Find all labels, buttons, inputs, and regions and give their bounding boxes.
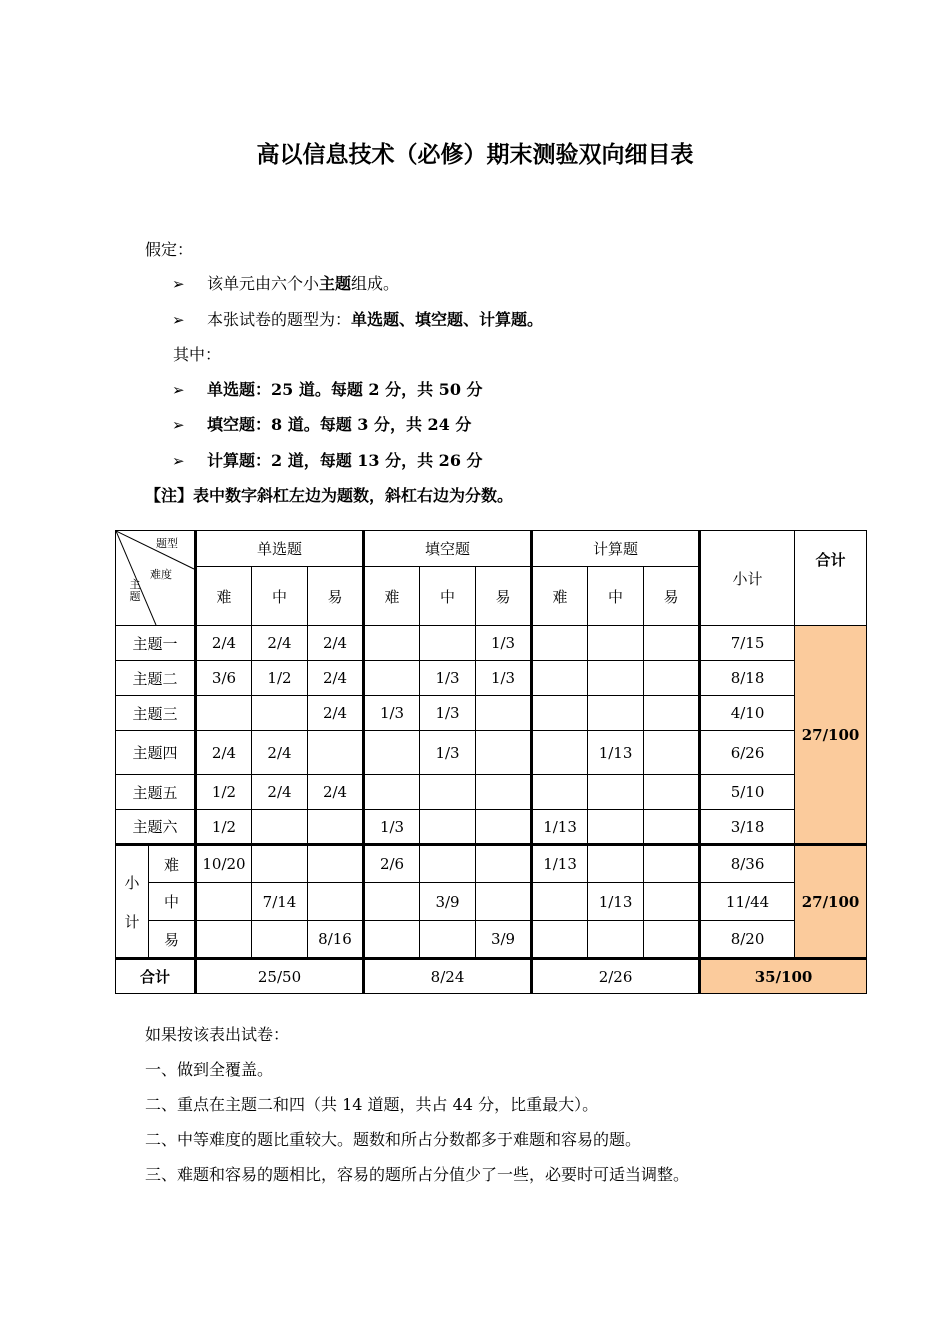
table-cell bbox=[308, 845, 364, 883]
table-cell: 1/13 bbox=[588, 731, 644, 775]
subtotal-side-label bbox=[116, 845, 149, 959]
level-name: 易 bbox=[149, 921, 196, 959]
topic-name: 主题一 bbox=[116, 626, 196, 661]
table-cell: 1/3 bbox=[420, 731, 476, 775]
table-cell bbox=[644, 845, 700, 883]
table-cell: 3/6 bbox=[196, 661, 252, 696]
table-cell bbox=[476, 731, 532, 775]
table-cell bbox=[532, 775, 588, 810]
intro-item-1-pre: 该单元由六个小 bbox=[207, 274, 320, 293]
table-cell bbox=[308, 810, 364, 845]
table-cell bbox=[364, 626, 420, 661]
bullet-icon: ➢ bbox=[172, 452, 185, 470]
table-cell: 1/2 bbox=[252, 661, 308, 696]
table-cell: 2/4 bbox=[308, 775, 364, 810]
table-cell bbox=[532, 661, 588, 696]
topic-name: 主题四 bbox=[116, 731, 196, 775]
table-cell bbox=[252, 810, 308, 845]
table-cell bbox=[196, 696, 252, 731]
intro-item-1-post: 组成。 bbox=[351, 274, 400, 293]
row-subtotal: 8/20 bbox=[700, 921, 795, 959]
table-cell bbox=[588, 845, 644, 883]
table-cell bbox=[588, 775, 644, 810]
table-cell bbox=[196, 921, 252, 959]
table-cell: 3/9 bbox=[476, 921, 532, 959]
intro-item-3: 单选题：25 道。每题 2 分，共 50 分 bbox=[207, 380, 483, 399]
corner-type-label: 题型 bbox=[156, 537, 178, 550]
table-cell: 1/2 bbox=[196, 775, 252, 810]
table-cell bbox=[532, 921, 588, 959]
table-cell bbox=[308, 731, 364, 775]
level-header: 难 bbox=[196, 567, 252, 626]
subtotal-side-char-2: 计 bbox=[124, 912, 140, 931]
table-cell: 8/16 bbox=[308, 921, 364, 959]
type-header-calc: 计算题 bbox=[532, 531, 700, 567]
corner-header bbox=[116, 531, 196, 626]
table-cell bbox=[476, 696, 532, 731]
table-cell bbox=[364, 775, 420, 810]
table-row bbox=[116, 661, 867, 696]
table-cell bbox=[588, 661, 644, 696]
table-cell bbox=[476, 883, 532, 921]
corner-difficulty-label: 难度 bbox=[150, 568, 172, 581]
conclusion-p4: 三、难题和容易的题相比，容易的题所占分值少了一些，必要时可适当调整。 bbox=[145, 1165, 690, 1184]
bullet-icon: ➢ bbox=[172, 275, 185, 293]
table-cell bbox=[644, 921, 700, 959]
subtotal-header: 小计 bbox=[700, 531, 795, 626]
conclusion-p1: 一、做到全覆盖。 bbox=[145, 1060, 274, 1079]
table-cell: 2/4 bbox=[308, 626, 364, 661]
conclusion-p3: 二、中等难度的题比重较大。题数和所占分数都多于难题和容易的题。 bbox=[145, 1130, 642, 1149]
table-row bbox=[116, 731, 867, 775]
corner-topic-label: 主题 bbox=[129, 578, 141, 603]
table-cell bbox=[644, 775, 700, 810]
table-cell: 1/3 bbox=[476, 626, 532, 661]
table-cell bbox=[196, 883, 252, 921]
table-cell: 1/3 bbox=[420, 696, 476, 731]
topic-total: 27/100 bbox=[795, 626, 867, 845]
level-header: 易 bbox=[644, 567, 700, 626]
grand-total: 35/100 bbox=[700, 959, 867, 994]
intro-item-4: 填空题：8 道。每题 3 分，共 24 分 bbox=[207, 415, 472, 434]
bullet-icon: ➢ bbox=[172, 311, 185, 329]
level-header: 中 bbox=[420, 567, 476, 626]
table-cell bbox=[588, 626, 644, 661]
table-cell: 7/14 bbox=[252, 883, 308, 921]
table-cell bbox=[420, 626, 476, 661]
row-subtotal: 8/18 bbox=[700, 661, 795, 696]
table-cell bbox=[588, 696, 644, 731]
table-cell bbox=[476, 775, 532, 810]
table-cell bbox=[644, 883, 700, 921]
table-cell bbox=[364, 731, 420, 775]
table-cell bbox=[420, 921, 476, 959]
table-row bbox=[116, 959, 867, 994]
table-cell: 1/13 bbox=[588, 883, 644, 921]
table-cell bbox=[252, 696, 308, 731]
total-calc: 2/26 bbox=[532, 959, 700, 994]
bullet-icon: ➢ bbox=[172, 381, 185, 399]
table-cell bbox=[364, 661, 420, 696]
table-cell: 2/6 bbox=[364, 845, 420, 883]
table-cell: 1/2 bbox=[196, 810, 252, 845]
table-row bbox=[116, 696, 867, 731]
level-header: 易 bbox=[308, 567, 364, 626]
intro-item-5: 计算题：2 道，每题 13 分，共 26 分 bbox=[207, 451, 483, 470]
table-cell: 3/9 bbox=[420, 883, 476, 921]
table-cell bbox=[644, 661, 700, 696]
total-single: 25/50 bbox=[196, 959, 364, 994]
table-cell: 1/13 bbox=[532, 810, 588, 845]
table-cell bbox=[252, 921, 308, 959]
level-name: 中 bbox=[149, 883, 196, 921]
table-row bbox=[116, 626, 867, 661]
table-cell bbox=[420, 775, 476, 810]
total-fill: 8/24 bbox=[364, 959, 532, 994]
table-cell bbox=[532, 731, 588, 775]
table-cell: 1/3 bbox=[420, 661, 476, 696]
table-cell: 1/3 bbox=[364, 696, 420, 731]
table-cell: 2/4 bbox=[308, 661, 364, 696]
level-header: 中 bbox=[588, 567, 644, 626]
level-header: 易 bbox=[476, 567, 532, 626]
intro-item-1 bbox=[207, 274, 399, 294]
table-cell: 1/3 bbox=[476, 661, 532, 696]
total-header: 合计 bbox=[795, 531, 867, 626]
table-cell bbox=[644, 731, 700, 775]
intro-item-1-bold: 主题 bbox=[319, 274, 352, 293]
topic-name: 主题六 bbox=[116, 810, 196, 845]
table-row bbox=[116, 921, 867, 959]
table-cell bbox=[476, 845, 532, 883]
table-cell bbox=[308, 883, 364, 921]
table-cell bbox=[532, 626, 588, 661]
conclusion-intro: 如果按该表出试卷： bbox=[145, 1025, 290, 1044]
table-cell bbox=[364, 883, 420, 921]
level-header: 难 bbox=[364, 567, 420, 626]
topic-name: 主题三 bbox=[116, 696, 196, 731]
page-title: 高以信息技术（必修）期末测验双向细目表 bbox=[256, 142, 694, 168]
level-total: 27/100 bbox=[795, 845, 867, 959]
topic-name: 主题二 bbox=[116, 661, 196, 696]
table-cell: 10/20 bbox=[196, 845, 252, 883]
among-label: 其中： bbox=[173, 345, 222, 364]
table-cell: 1/3 bbox=[364, 810, 420, 845]
table-cell bbox=[252, 845, 308, 883]
table-cell bbox=[420, 845, 476, 883]
table-cell bbox=[588, 810, 644, 845]
bullet-icon: ➢ bbox=[172, 416, 185, 434]
table-cell bbox=[644, 626, 700, 661]
row-subtotal: 3/18 bbox=[700, 810, 795, 845]
table-cell bbox=[644, 810, 700, 845]
table-row bbox=[116, 775, 867, 810]
row-subtotal: 4/10 bbox=[700, 696, 795, 731]
table-cell: 2/4 bbox=[252, 731, 308, 775]
table-cell bbox=[420, 810, 476, 845]
type-header-fill: 填空题 bbox=[364, 531, 532, 567]
subtotal-side-char-1: 小 bbox=[124, 873, 140, 892]
note-text: 【注】表中数字斜杠左边为题数，斜杠右边为分数。 bbox=[145, 486, 514, 505]
level-header: 中 bbox=[252, 567, 308, 626]
total-row-label: 合计 bbox=[116, 959, 196, 994]
table-cell bbox=[532, 696, 588, 731]
table-cell bbox=[532, 883, 588, 921]
table-row bbox=[116, 845, 867, 883]
assume-label: 假定： bbox=[145, 240, 194, 259]
intro-item-2-bold: 单选题、填空题、计算题。 bbox=[351, 310, 544, 329]
table-cell bbox=[476, 810, 532, 845]
level-header: 难 bbox=[532, 567, 588, 626]
row-subtotal: 11/44 bbox=[700, 883, 795, 921]
table-cell bbox=[644, 696, 700, 731]
table-cell: 2/4 bbox=[196, 731, 252, 775]
row-subtotal: 6/26 bbox=[700, 731, 795, 775]
detail-table bbox=[115, 530, 867, 994]
level-name: 难 bbox=[149, 845, 196, 883]
topic-name: 主题五 bbox=[116, 775, 196, 810]
intro-item-2 bbox=[207, 310, 543, 330]
table-cell: 1/13 bbox=[532, 845, 588, 883]
table-cell: 2/4 bbox=[252, 775, 308, 810]
table-cell bbox=[364, 921, 420, 959]
table-row bbox=[116, 883, 867, 921]
row-subtotal: 5/10 bbox=[700, 775, 795, 810]
table-cell: 2/4 bbox=[252, 626, 308, 661]
row-subtotal: 7/15 bbox=[700, 626, 795, 661]
table-cell bbox=[588, 921, 644, 959]
type-header-single: 单选题 bbox=[196, 531, 364, 567]
table-cell: 2/4 bbox=[196, 626, 252, 661]
table-cell: 2/4 bbox=[308, 696, 364, 731]
row-subtotal: 8/36 bbox=[700, 845, 795, 883]
intro-item-2-pre: 本张试卷的题型为： bbox=[207, 310, 352, 329]
table-row bbox=[116, 810, 867, 845]
conclusion-p2: 二、重点在主题二和四（共 14 道题，共占 44 分，比重最大）。 bbox=[145, 1095, 599, 1114]
